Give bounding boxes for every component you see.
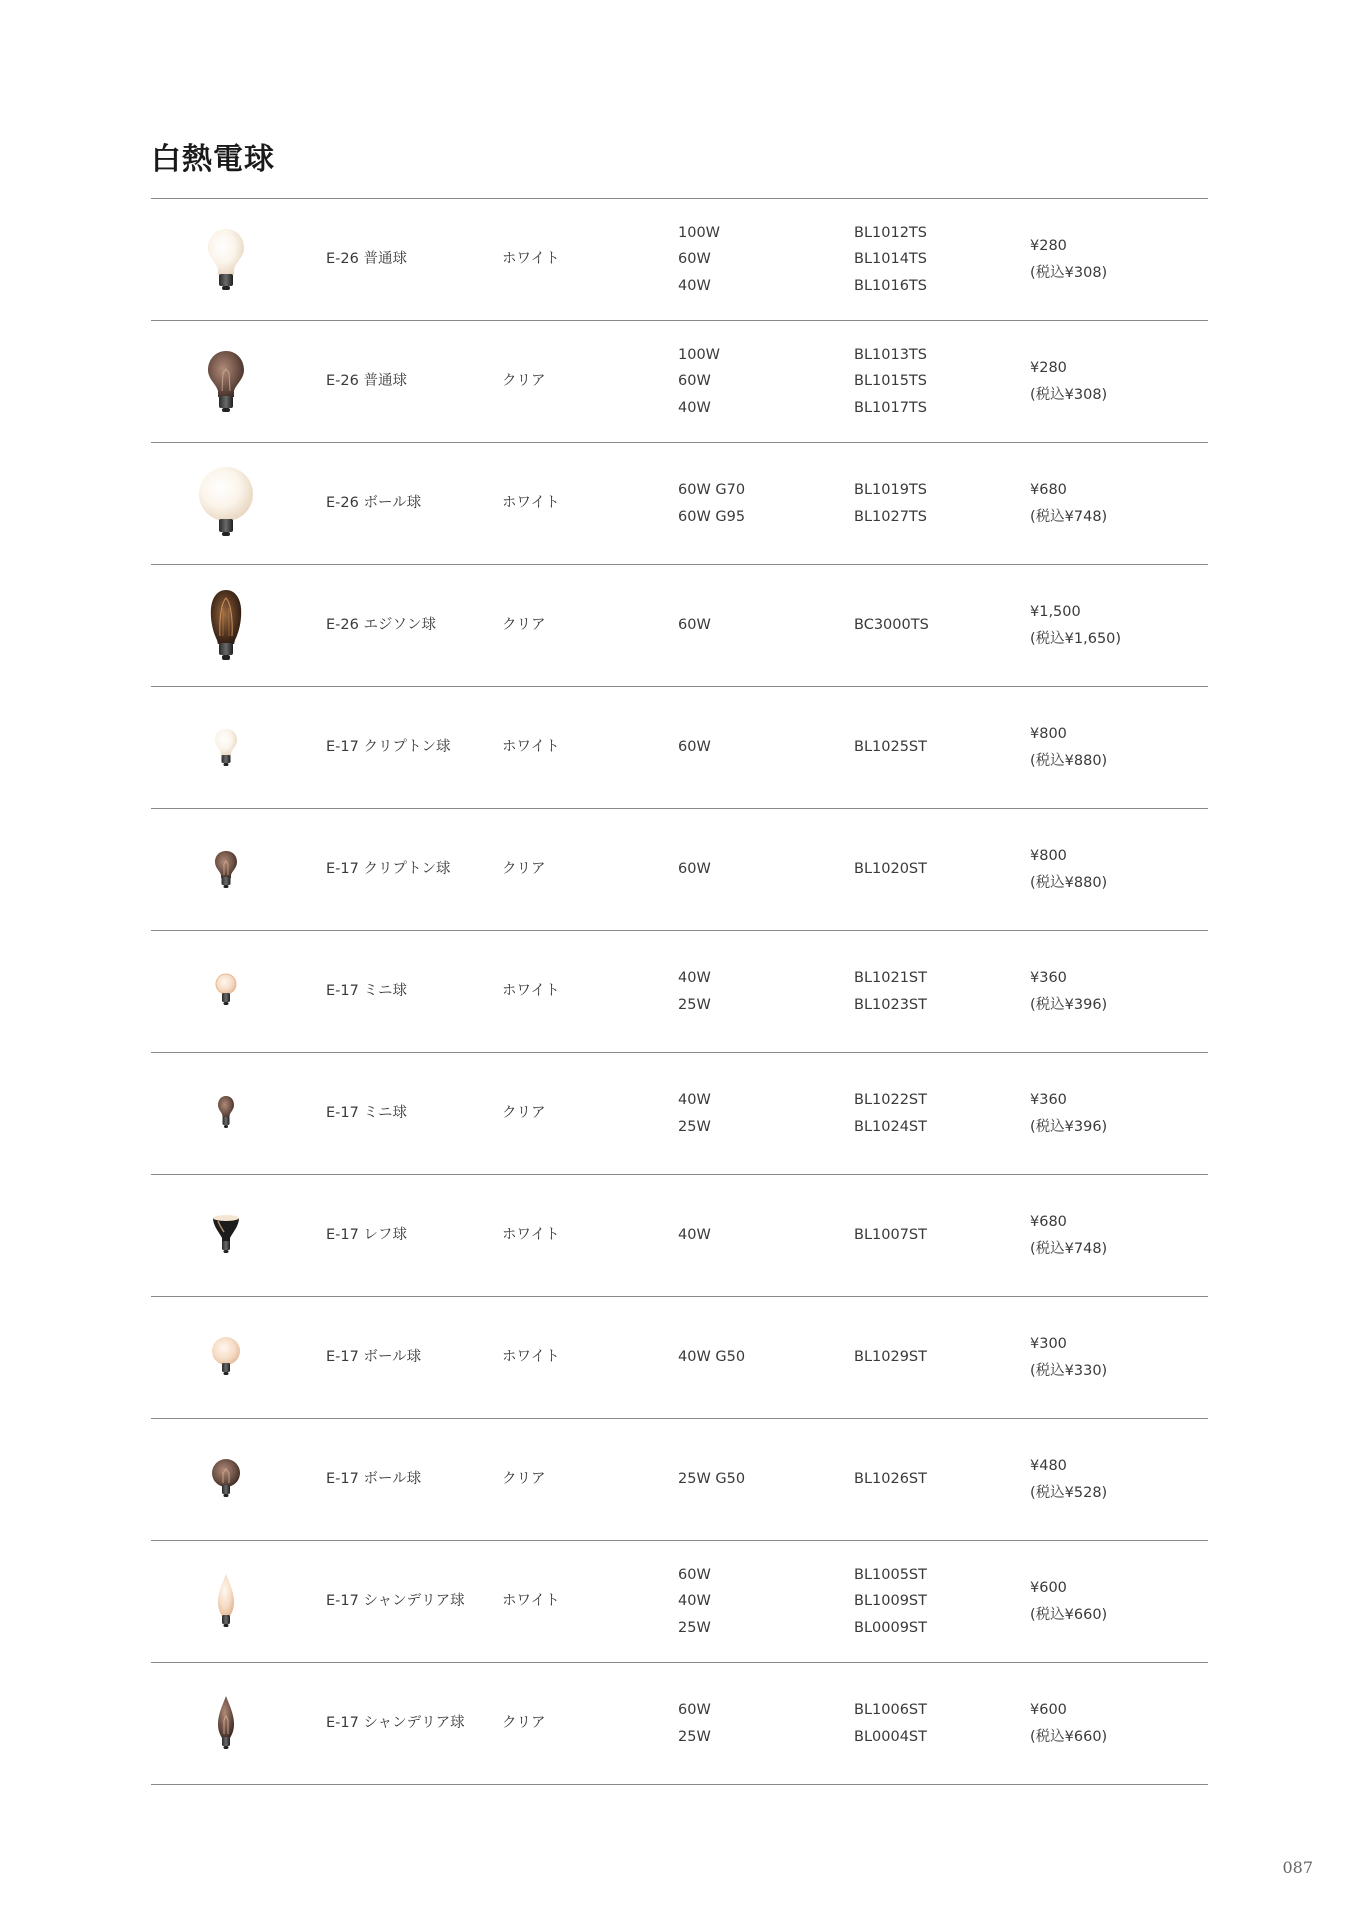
clear-standard-bulb-icon [206, 347, 246, 417]
white-krypton-bulb-icon [211, 726, 241, 770]
table-row [151, 809, 1208, 931]
bulb-image-cell [151, 565, 301, 686]
bulb-color: クリア [502, 373, 546, 390]
wattage-list: 40W 25W [678, 970, 711, 1013]
wattage-list: 100W 60W 40W [678, 224, 721, 294]
bulb-image-cell [151, 687, 301, 808]
product-code-list: BL1006ST BL0004ST [854, 1702, 927, 1745]
table-row [151, 687, 1208, 809]
bulb-type: E-17 ミニ球 [326, 1105, 407, 1122]
product-code-list: BL1025ST [854, 739, 927, 756]
price: ¥1,500 (税込¥1,650) [1030, 604, 1122, 647]
bulb-type: E-17 クリプトン球 [326, 739, 451, 756]
wattage-list: 60W 40W 25W [678, 1566, 711, 1636]
bulb-type: E-17 ボール球 [326, 1471, 422, 1488]
page-number: 087 [1282, 1858, 1313, 1877]
price: ¥360 (税込¥396) [1030, 970, 1108, 1013]
bulb-color: クリア [502, 617, 546, 634]
bulb-color: ホワイト [502, 1593, 560, 1610]
wattage-list: 60W G70 60W G95 [678, 482, 746, 525]
wattage-list: 60W [678, 739, 711, 756]
bulb-image-cell [151, 1541, 301, 1662]
bulb-image-cell [151, 809, 301, 930]
bulb-type: E-17 ミニ球 [326, 983, 407, 1000]
price: ¥680 (税込¥748) [1030, 1214, 1108, 1257]
bulb-type: E-26 ボール球 [326, 495, 422, 512]
price: ¥800 (税込¥880) [1030, 726, 1108, 769]
wattage-list: 100W 60W 40W [678, 346, 721, 416]
edison-bulb-icon [206, 586, 246, 666]
table-row [151, 1663, 1208, 1785]
bulb-color: ホワイト [502, 1227, 560, 1244]
product-code-list: BL1026ST [854, 1471, 927, 1488]
price: ¥480 (税込¥528) [1030, 1458, 1108, 1501]
bulb-type: E-26 エジソン球 [326, 617, 436, 634]
bulb-image-cell [151, 443, 301, 564]
table-row [151, 931, 1208, 1053]
bulb-color: クリア [502, 1471, 546, 1488]
bulb-color: ホワイト [502, 983, 560, 1000]
price: ¥360 (税込¥396) [1030, 1092, 1108, 1135]
bulb-image-cell [151, 1663, 301, 1784]
white-globe-bulb-small-icon [209, 1334, 243, 1382]
bulb-type: E-26 普通球 [326, 251, 407, 268]
clear-globe-bulb-small-icon [209, 1456, 243, 1504]
price: ¥600 (税込¥660) [1030, 1702, 1108, 1745]
product-code-list: BL1007ST [854, 1227, 927, 1244]
price: ¥300 (税込¥330) [1030, 1336, 1108, 1379]
table-row [151, 321, 1208, 443]
product-table [151, 198, 1208, 1785]
bulb-type: E-17 クリプトン球 [326, 861, 451, 878]
product-code-list: BL1019TS BL1027TS [854, 482, 927, 525]
reflector-bulb-icon [209, 1212, 243, 1260]
bulb-image-cell [151, 199, 301, 320]
bulb-image-cell [151, 1419, 301, 1540]
clear-krypton-bulb-icon [211, 848, 241, 892]
wattage-list: 40W [678, 1227, 711, 1244]
wattage-list: 60W [678, 861, 711, 878]
bulb-color: クリア [502, 1715, 546, 1732]
bulb-type: E-26 普通球 [326, 373, 407, 390]
bulb-image-cell [151, 321, 301, 442]
product-code-list: BL1029ST [854, 1349, 927, 1366]
table-row [151, 443, 1208, 565]
clear-mini-bulb-icon [211, 1092, 241, 1136]
table-row [151, 1297, 1208, 1419]
white-mini-bulb-icon [211, 970, 241, 1014]
bulb-color: ホワイト [502, 495, 560, 512]
product-code-list: BL1005ST BL1009ST BL0009ST [854, 1566, 927, 1636]
price: ¥600 (税込¥660) [1030, 1580, 1108, 1623]
bulb-type: E-17 シャンデリア球 [326, 1593, 465, 1610]
bulb-type: E-17 シャンデリア球 [326, 1715, 465, 1732]
page-title: 白熱電球 [151, 142, 275, 177]
table-row [151, 565, 1208, 687]
product-code-list: BL1022ST BL1024ST [854, 1092, 927, 1135]
table-row [151, 1053, 1208, 1175]
table-row [151, 1541, 1208, 1663]
price: ¥280 (税込¥308) [1030, 238, 1108, 281]
clear-chandelier-bulb-icon [213, 1694, 239, 1754]
wattage-list: 25W G50 [678, 1471, 746, 1488]
product-code-list: BL1013TS BL1015TS BL1017TS [854, 346, 927, 416]
bulb-image-cell [151, 1175, 301, 1296]
table-row [151, 1175, 1208, 1297]
wattage-list: 60W [678, 617, 711, 634]
bulb-color: クリア [502, 861, 546, 878]
product-code-list: BL1021ST BL1023ST [854, 970, 927, 1013]
wattage-list: 60W 25W [678, 1702, 711, 1745]
table-row [151, 1419, 1208, 1541]
white-standard-bulb-icon [206, 225, 246, 295]
price: ¥800 (税込¥880) [1030, 848, 1108, 891]
bulb-type: E-17 レフ球 [326, 1227, 407, 1244]
wattage-list: 40W 25W [678, 1092, 711, 1135]
bulb-image-cell [151, 931, 301, 1052]
table-row [151, 199, 1208, 321]
price: ¥680 (税込¥748) [1030, 482, 1108, 525]
bulb-image-cell [151, 1053, 301, 1174]
wattage-list: 40W G50 [678, 1349, 746, 1366]
bulb-type: E-17 ボール球 [326, 1349, 422, 1366]
product-code-list: BC3000TS [854, 617, 929, 634]
price: ¥280 (税込¥308) [1030, 360, 1108, 403]
bulb-color: ホワイト [502, 1349, 560, 1366]
bulb-color: クリア [502, 1105, 546, 1122]
white-globe-bulb-large-icon [196, 464, 256, 544]
bulb-color: ホワイト [502, 251, 560, 268]
bulb-image-cell [151, 1297, 301, 1418]
white-chandelier-bulb-icon [213, 1572, 239, 1632]
bulb-color: ホワイト [502, 739, 560, 756]
product-code-list: BL1020ST [854, 861, 927, 878]
product-code-list: BL1012TS BL1014TS BL1016TS [854, 224, 927, 294]
